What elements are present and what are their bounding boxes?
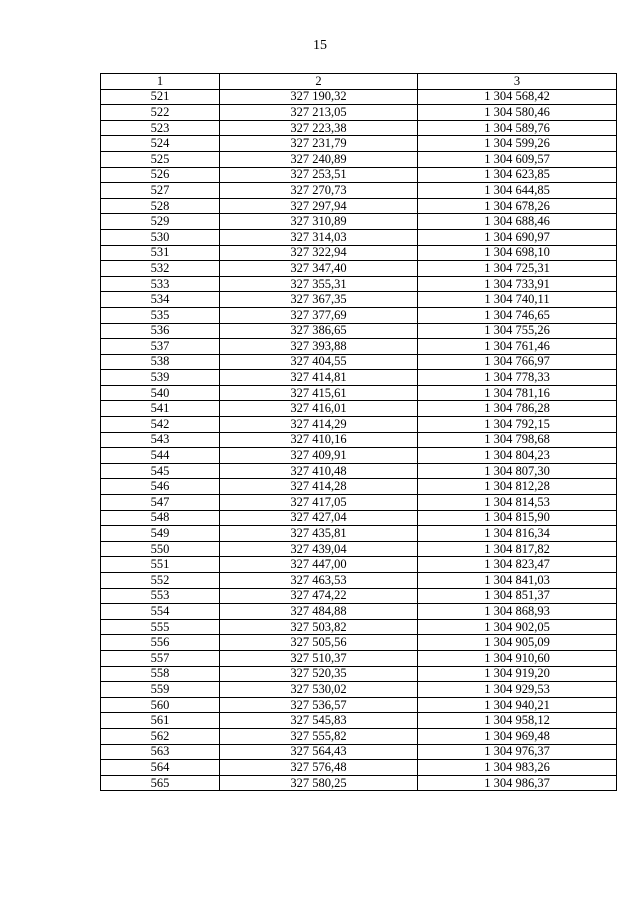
point-number-cell: 529 [101, 214, 220, 230]
x-coordinate-cell: 327 505,56 [220, 635, 418, 651]
y-coordinate-cell: 1 304 814,53 [418, 495, 617, 511]
table-row [101, 323, 617, 339]
x-coordinate-cell: 327 427,04 [220, 510, 418, 526]
table-row [101, 666, 617, 682]
table-row [101, 604, 617, 620]
table-row [101, 198, 617, 214]
table-row [101, 89, 617, 105]
y-coordinate-cell: 1 304 761,46 [418, 339, 617, 355]
point-number-cell: 553 [101, 588, 220, 604]
y-coordinate-cell: 1 304 778,33 [418, 370, 617, 386]
point-number-cell: 533 [101, 276, 220, 292]
point-number-cell: 557 [101, 650, 220, 666]
y-coordinate-cell: 1 304 910,60 [418, 650, 617, 666]
x-coordinate-cell: 327 409,91 [220, 448, 418, 464]
x-coordinate-cell: 327 410,48 [220, 463, 418, 479]
y-coordinate-cell: 1 304 766,97 [418, 354, 617, 370]
column-header-3: 3 [418, 74, 617, 90]
point-number-cell: 522 [101, 105, 220, 121]
y-coordinate-cell: 1 304 983,26 [418, 760, 617, 776]
x-coordinate-cell: 327 253,51 [220, 167, 418, 183]
table-row [101, 573, 617, 589]
point-number-cell: 543 [101, 432, 220, 448]
y-coordinate-cell: 1 304 792,15 [418, 417, 617, 433]
point-number-cell: 550 [101, 541, 220, 557]
x-coordinate-cell: 327 474,22 [220, 588, 418, 604]
table-row [101, 588, 617, 604]
table-row [101, 495, 617, 511]
point-number-cell: 545 [101, 463, 220, 479]
point-number-cell: 535 [101, 307, 220, 323]
table-row [101, 276, 617, 292]
y-coordinate-cell: 1 304 786,28 [418, 401, 617, 417]
point-number-cell: 523 [101, 120, 220, 136]
point-number-cell: 558 [101, 666, 220, 682]
column-header-1: 1 [101, 74, 220, 90]
y-coordinate-cell: 1 304 678,26 [418, 198, 617, 214]
point-number-cell: 540 [101, 385, 220, 401]
table-row [101, 401, 617, 417]
point-number-cell: 555 [101, 619, 220, 635]
y-coordinate-cell: 1 304 599,26 [418, 136, 617, 152]
x-coordinate-cell: 327 322,94 [220, 245, 418, 261]
point-number-cell: 547 [101, 495, 220, 511]
y-coordinate-cell: 1 304 940,21 [418, 697, 617, 713]
point-number-cell: 539 [101, 370, 220, 386]
x-coordinate-cell: 327 297,94 [220, 198, 418, 214]
point-number-cell: 563 [101, 744, 220, 760]
x-coordinate-cell: 327 190,32 [220, 89, 418, 105]
table-row [101, 183, 617, 199]
table-body [101, 89, 617, 791]
point-number-cell: 561 [101, 713, 220, 729]
point-number-cell: 542 [101, 417, 220, 433]
y-coordinate-cell: 1 304 698,10 [418, 245, 617, 261]
table-row [101, 370, 617, 386]
point-number-cell: 551 [101, 557, 220, 573]
y-coordinate-cell: 1 304 623,85 [418, 167, 617, 183]
x-coordinate-cell: 327 435,81 [220, 526, 418, 542]
y-coordinate-cell: 1 304 817,82 [418, 541, 617, 557]
point-number-cell: 526 [101, 167, 220, 183]
y-coordinate-cell: 1 304 725,31 [418, 261, 617, 277]
x-coordinate-cell: 327 439,04 [220, 541, 418, 557]
point-number-cell: 532 [101, 261, 220, 277]
point-number-cell: 556 [101, 635, 220, 651]
table-row [101, 463, 617, 479]
table-row [101, 713, 617, 729]
point-number-cell: 565 [101, 775, 220, 791]
x-coordinate-cell: 327 576,48 [220, 760, 418, 776]
x-coordinate-cell: 327 503,82 [220, 619, 418, 635]
y-coordinate-cell: 1 304 798,68 [418, 432, 617, 448]
y-coordinate-cell: 1 304 609,57 [418, 151, 617, 167]
x-coordinate-cell: 327 414,28 [220, 479, 418, 495]
x-coordinate-cell: 327 536,57 [220, 697, 418, 713]
x-coordinate-cell: 327 240,89 [220, 151, 418, 167]
y-coordinate-cell: 1 304 688,46 [418, 214, 617, 230]
table-row [101, 526, 617, 542]
column-header-2: 2 [220, 74, 418, 90]
y-coordinate-cell: 1 304 580,46 [418, 105, 617, 121]
x-coordinate-cell: 327 347,40 [220, 261, 418, 277]
x-coordinate-cell: 327 314,03 [220, 229, 418, 245]
point-number-cell: 549 [101, 526, 220, 542]
page-number: 15 [313, 38, 327, 53]
point-number-cell: 527 [101, 183, 220, 199]
table-row [101, 728, 617, 744]
x-coordinate-cell: 327 310,89 [220, 214, 418, 230]
y-coordinate-cell: 1 304 851,37 [418, 588, 617, 604]
table-row [101, 261, 617, 277]
y-coordinate-cell: 1 304 804,23 [418, 448, 617, 464]
table-row [101, 120, 617, 136]
y-coordinate-cell: 1 304 929,53 [418, 682, 617, 698]
x-coordinate-cell: 327 415,61 [220, 385, 418, 401]
x-coordinate-cell: 327 393,88 [220, 339, 418, 355]
coordinates-table [100, 73, 617, 791]
table-row [101, 245, 617, 261]
table-row [101, 760, 617, 776]
x-coordinate-cell: 327 463,53 [220, 573, 418, 589]
table-row [101, 151, 617, 167]
point-number-cell: 562 [101, 728, 220, 744]
x-coordinate-cell: 327 555,82 [220, 728, 418, 744]
x-coordinate-cell: 327 404,55 [220, 354, 418, 370]
y-coordinate-cell: 1 304 958,12 [418, 713, 617, 729]
point-number-cell: 534 [101, 292, 220, 308]
point-number-cell: 528 [101, 198, 220, 214]
point-number-cell: 554 [101, 604, 220, 620]
y-coordinate-cell: 1 304 644,85 [418, 183, 617, 199]
y-coordinate-cell: 1 304 746,65 [418, 307, 617, 323]
table-row [101, 105, 617, 121]
table-row [101, 339, 617, 355]
table-row [101, 417, 617, 433]
y-coordinate-cell: 1 304 969,48 [418, 728, 617, 744]
point-number-cell: 524 [101, 136, 220, 152]
x-coordinate-cell: 327 414,81 [220, 370, 418, 386]
x-coordinate-cell: 327 484,88 [220, 604, 418, 620]
y-coordinate-cell: 1 304 841,03 [418, 573, 617, 589]
table-row [101, 432, 617, 448]
y-coordinate-cell: 1 304 690,97 [418, 229, 617, 245]
x-coordinate-cell: 327 270,73 [220, 183, 418, 199]
x-coordinate-cell: 327 417,05 [220, 495, 418, 511]
point-number-cell: 530 [101, 229, 220, 245]
table-header-row [101, 74, 617, 90]
y-coordinate-cell: 1 304 919,20 [418, 666, 617, 682]
x-coordinate-cell: 327 355,31 [220, 276, 418, 292]
x-coordinate-cell: 327 410,16 [220, 432, 418, 448]
x-coordinate-cell: 327 377,69 [220, 307, 418, 323]
y-coordinate-cell: 1 304 807,30 [418, 463, 617, 479]
x-coordinate-cell: 327 530,02 [220, 682, 418, 698]
table-row [101, 619, 617, 635]
point-number-cell: 546 [101, 479, 220, 495]
table-row [101, 697, 617, 713]
point-number-cell: 559 [101, 682, 220, 698]
point-number-cell: 536 [101, 323, 220, 339]
y-coordinate-cell: 1 304 986,37 [418, 775, 617, 791]
y-coordinate-cell: 1 304 816,34 [418, 526, 617, 542]
x-coordinate-cell: 327 447,00 [220, 557, 418, 573]
point-number-cell: 552 [101, 573, 220, 589]
point-number-cell: 538 [101, 354, 220, 370]
y-coordinate-cell: 1 304 868,93 [418, 604, 617, 620]
table-row [101, 744, 617, 760]
y-coordinate-cell: 1 304 815,90 [418, 510, 617, 526]
table-row [101, 479, 617, 495]
table-row [101, 385, 617, 401]
x-coordinate-cell: 327 231,79 [220, 136, 418, 152]
x-coordinate-cell: 327 416,01 [220, 401, 418, 417]
y-coordinate-cell: 1 304 781,16 [418, 385, 617, 401]
table-row [101, 650, 617, 666]
point-number-cell: 560 [101, 697, 220, 713]
point-number-cell: 525 [101, 151, 220, 167]
y-coordinate-cell: 1 304 812,28 [418, 479, 617, 495]
point-number-cell: 541 [101, 401, 220, 417]
table-row [101, 448, 617, 464]
x-coordinate-cell: 327 213,05 [220, 105, 418, 121]
table-row [101, 229, 617, 245]
table-row [101, 682, 617, 698]
point-number-cell: 537 [101, 339, 220, 355]
x-coordinate-cell: 327 580,25 [220, 775, 418, 791]
table-row [101, 136, 617, 152]
y-coordinate-cell: 1 304 568,42 [418, 89, 617, 105]
y-coordinate-cell: 1 304 733,91 [418, 276, 617, 292]
x-coordinate-cell: 327 386,65 [220, 323, 418, 339]
point-number-cell: 544 [101, 448, 220, 464]
y-coordinate-cell: 1 304 755,26 [418, 323, 617, 339]
y-coordinate-cell: 1 304 823,47 [418, 557, 617, 573]
x-coordinate-cell: 327 367,35 [220, 292, 418, 308]
table-row [101, 167, 617, 183]
x-coordinate-cell: 327 510,37 [220, 650, 418, 666]
x-coordinate-cell: 327 564,43 [220, 744, 418, 760]
x-coordinate-cell: 327 223,38 [220, 120, 418, 136]
x-coordinate-cell: 327 520,35 [220, 666, 418, 682]
table-row [101, 510, 617, 526]
table-row [101, 541, 617, 557]
point-number-cell: 521 [101, 89, 220, 105]
table-row [101, 354, 617, 370]
y-coordinate-cell: 1 304 740,11 [418, 292, 617, 308]
table-row [101, 557, 617, 573]
y-coordinate-cell: 1 304 976,37 [418, 744, 617, 760]
table-row [101, 775, 617, 791]
table-row [101, 214, 617, 230]
table-row [101, 635, 617, 651]
x-coordinate-cell: 327 545,83 [220, 713, 418, 729]
y-coordinate-cell: 1 304 902,05 [418, 619, 617, 635]
x-coordinate-cell: 327 414,29 [220, 417, 418, 433]
point-number-cell: 531 [101, 245, 220, 261]
y-coordinate-cell: 1 304 905,09 [418, 635, 617, 651]
point-number-cell: 564 [101, 760, 220, 776]
point-number-cell: 548 [101, 510, 220, 526]
y-coordinate-cell: 1 304 589,76 [418, 120, 617, 136]
table-row [101, 292, 617, 308]
table-row [101, 307, 617, 323]
